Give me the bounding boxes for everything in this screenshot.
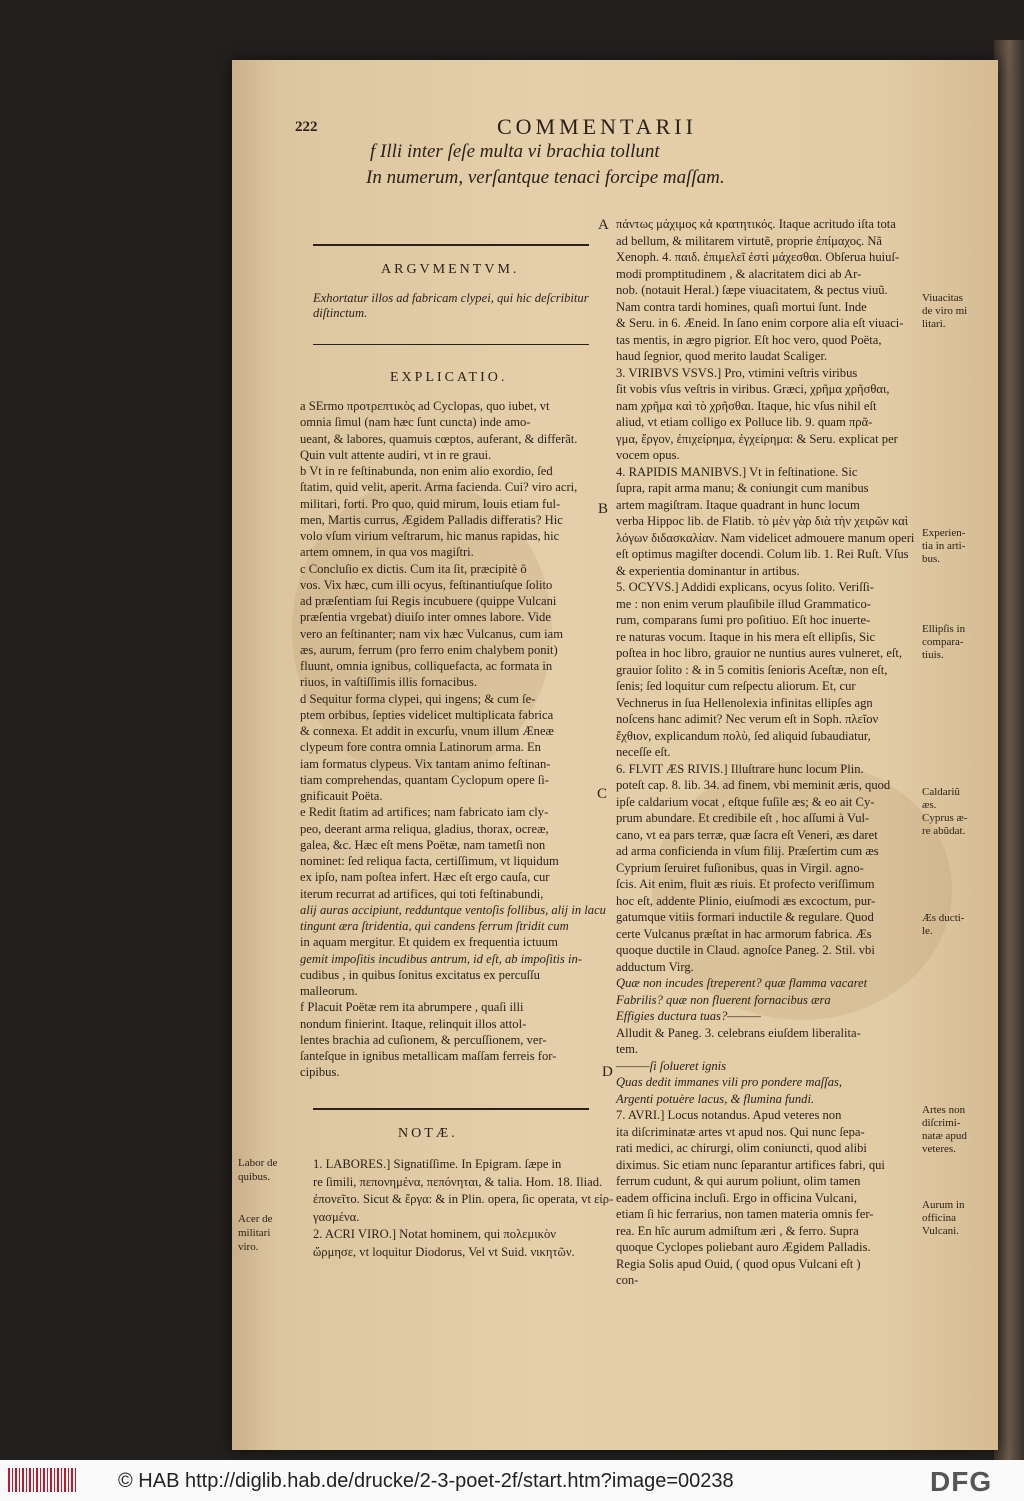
text-line: ad præſentiam ſui Regis incubuere (quippe Vulcani — [300, 594, 557, 608]
text-line: & experientia dominantur in artibus. — [616, 563, 800, 578]
text-line: etiam ſi hic ferrarius, non tamen materia omnis fer- — [616, 1207, 874, 1221]
text-line: aliud, vt etiam colligo ex Polluce lib. 9. quam πρᾶ- — [616, 415, 873, 429]
text-line: γμα, ἔργον, ἐπιχείρημα, ἐγχείρημα: & Seru. explicat per — [616, 431, 898, 446]
margin-note: re abũdat. — [922, 825, 966, 837]
text-line: iam formatus clypeus. Vix tantam animo feſtinan- — [300, 756, 551, 771]
text-line: 3. VIRIBVS VSVS.] Pro, vtimini veſtris viribus — [616, 365, 858, 380]
margin-note: Caldariũ — [922, 786, 960, 798]
text-line: Xenoph. 4. παιδ. ἐπιμελεῖ ἐστὶ μάχεσθαι. Obſerua huiuſ- — [616, 250, 900, 264]
text-line: gemit impoſitis incudibus antrum, id eſt, ab impoſitis in- — [300, 951, 582, 966]
margin-note: Labor de — [238, 1157, 278, 1169]
text-line: ex ipſo, nam poſtea infert. Hæc eſt ergo cauſa, cur — [300, 870, 550, 885]
text-line: æs, aurum, ferrum (pro ferro enim chalybem ponit) — [300, 642, 558, 657]
viewer-footer — [0, 1460, 1024, 1501]
margin-note: compara- — [922, 636, 964, 648]
text-line: ita diſcriminatæ artes vt apud nos. Qui nunc ſepa- — [616, 1124, 865, 1139]
text-line: ἔχθιον, explicandum πολὺ, ſed aliquid ſubaudiatur, — [616, 728, 871, 743]
text-line: me : non enim verum plauſibile illud Grammatico- — [616, 596, 871, 611]
text-line: 6. FLVIT ÆS RIVIS.] Illuſtrare hunc locum Plin. — [616, 761, 864, 776]
text-line: ipſe caldarium vocat , eſtque fuſile æs; & eo ait Cy- — [616, 794, 875, 809]
text-line: cano, vt ea pars terræ, quæ ſacra eſt Veneri, æs daret — [616, 827, 878, 842]
text-line: quoque Cyclopes poliebant auro Ægidem Palladis. — [616, 1240, 871, 1254]
margin-note: tiuis. — [922, 649, 944, 661]
text-line: præſentia vrgebat) diuiſo inter omnes labore. Vide — [300, 610, 551, 625]
text-line: nam χρῆμα καὶ τὸ χρῆσθαι. Itaque, hic vſus nihil eſt — [616, 398, 877, 413]
text-line: haud ſegnior, quod merito laudat Scaliger. — [616, 349, 828, 363]
text-line: Argenti potuère lacus, & flumina fundi. — [616, 1091, 815, 1106]
text-line: 4. RAPIDIS MANIBVS.] Vt in feſtinatione. Sic — [616, 464, 858, 479]
verse-line: f Illi inter ſeſe multa vi brachia tollunt — [370, 141, 660, 162]
text-line: ὤρμησε, vt loquitur Diodorus, Vel vt Suid. νικητῶν. — [313, 1244, 575, 1259]
margin-note: Viuacitas — [922, 292, 963, 304]
text-line: Effigies ductura tuas?——— — [616, 1009, 761, 1023]
text-line: rea. En hîc aurum admiſtum æri , & ferro. Supra — [616, 1223, 859, 1238]
copyright-url-link[interactable]: © HAB http://diglib.hab.de/drucke/2-3-poet-2f/start.htm?image=00238 — [118, 1470, 734, 1492]
text-line: verba Hippoc lib. de Flatib. τὸ μὲν γὰρ διὰ τὴν χειρῶν καὶ — [616, 514, 909, 528]
text-line: f Placuit Poëtæ rem ita abrumpere , quaſi illi — [300, 1000, 524, 1015]
text-line: Vechnerus in ſua Hellenolexia infinitas ellipſes agn — [616, 695, 873, 710]
text-line: prum abundare. Et credibile eſt , hoc aſſumi à Vul- — [616, 811, 870, 825]
text-line: nob. (notauit Heral.) ſæpe viuacitatem, & pectus viuũ. — [616, 283, 888, 297]
margin-note: tia in arti- — [922, 540, 966, 552]
margin-note: Cyprus æ- — [922, 812, 968, 824]
text-line: γασμένα. — [313, 1209, 360, 1224]
margin-note: Aurum in — [922, 1199, 965, 1211]
margin-note: Artes non — [922, 1104, 966, 1116]
text-line: gnificauit Poëta. — [300, 789, 383, 803]
text-line: λόγων διδασκαλίαν. Nam videlicet admouere manum operi — [616, 530, 915, 545]
text-line: & Seru. in 6. Æneid. In ſano enim corpore alia eſt viuaci- — [616, 316, 904, 330]
text-line: lentes brachia ad cuſionem, & percuſſionem, ver- — [300, 1032, 547, 1047]
text-line: ad bellum, & militarem virtutẽ, proprie ἐπίμαχος. Nã — [616, 233, 883, 248]
margin-note: officina — [922, 1212, 957, 1224]
text-line: & connexa. Et addit in excurſu, vnum illum Æneæ — [300, 724, 554, 738]
text-line: nondum finierint. Itaque, relinquit illos attol- — [300, 1016, 527, 1031]
margin-note: Æs ducti- — [922, 912, 965, 924]
text-line: Alludit & Paneg. 3. celebrans eiuſdem liberalita- — [616, 1025, 861, 1040]
facing-page-edge — [994, 40, 1024, 1460]
text-line: eſt optimus magiſter docendi. Colum lib. 1. Rei Ruſt. Vſus — [616, 547, 909, 561]
text-line: con- — [616, 1273, 639, 1287]
dfg-logo: DFG — [930, 1466, 993, 1497]
text-line: malleorum. — [300, 984, 358, 998]
margin-note: æs. — [922, 799, 937, 811]
divider-rule — [313, 344, 589, 345]
margin-note: Experien- — [922, 527, 966, 539]
notae-heading: NOTÆ. — [398, 1126, 458, 1141]
text-line: artem omnem, in qua vos magiſtri. — [300, 545, 474, 560]
page-number: 222 — [295, 119, 318, 135]
section-letter: D — [602, 1064, 613, 1080]
text-line: vero an feſtinanter; nam vix hæc Vulcanus, cum iam — [300, 626, 564, 641]
text-line: ———ſi ſolueret ignis — [616, 1058, 727, 1073]
text-line: a SErmo προτρεπτικὸς ad Cyclopas, quo iubet, vt — [300, 399, 550, 413]
text-line: tingunt æra ſtridentia, qui candens ferrum ſtridit cum — [300, 919, 569, 933]
text-line: 1. LABORES.] Signatiſſime. In Epigram. ſæpe in — [313, 1157, 562, 1171]
text-line: neceſſe eſt. — [616, 745, 671, 759]
text-line: iterum recurrat ad artifices, qui toti feſtinabundi, — [300, 886, 544, 901]
section-letter: B — [598, 501, 609, 517]
text-line: adductum Virg. — [616, 959, 694, 974]
text-line: ſanteſque in ignibus metallicam maſſam ferreis for- — [300, 1049, 557, 1063]
argumentum-text: diſtinctum. — [313, 306, 368, 320]
text-line: e Redit ſtatim ad artifices; nam fabricato iam cly- — [300, 805, 549, 820]
text-line: volo vſum virium veſtrarum, hic manus rapidas, hic — [300, 529, 560, 543]
text-line: ſit vobis vſus veſtris in viribus. Græci, χρῆμα χρῆσθαι, — [616, 382, 890, 396]
book-page — [232, 60, 998, 1450]
text-line: Nam contra tardi homines, quaſi mortui ſunt. Inde — [616, 299, 867, 314]
section-letter: A — [598, 217, 609, 233]
argumentum-text: Exhortatur illos ad fabricam clypei, qui hic deſcribitur — [313, 291, 589, 305]
margin-note: bus. — [922, 553, 941, 565]
margin-note: Vulcani. — [922, 1225, 959, 1237]
text-line: galea, &c. Hæc eſt mens Poëtæ, nam tametſi non — [300, 837, 546, 852]
explicatio-heading: EXPLICATIO. — [390, 370, 508, 385]
margin-note: de viro mi — [922, 305, 968, 317]
text-line: c Concluſio ex dictis. Cum ita ſit, præcipitè ô — [300, 561, 527, 576]
text-line: cipibus. — [300, 1065, 340, 1080]
text-line: eadem officina incluſi. Ergo in officina Vulcani, — [616, 1190, 858, 1205]
text-line: ſcis. Ait enim, fluit æs riuis. Et profecto veriſſimum — [616, 877, 875, 891]
text-line: cudibus , in quibus ſonitus excitatus ex percuſſu — [300, 967, 540, 982]
text-line: tem. — [616, 1042, 639, 1056]
text-line: gatumque vitiis formari inductile & regulare. Quod — [616, 910, 874, 924]
divider-rule — [313, 1108, 589, 1110]
margin-note: Ellipſis in — [922, 623, 966, 635]
text-line: 2. ACRI VIRO.] Notat hominem, qui πολεμικὸν — [313, 1227, 556, 1241]
margin-note: natæ apud — [922, 1130, 967, 1142]
text-line: clypeum fore contra omnia Latinorum arma. En — [300, 740, 541, 755]
verse-line: In numerum, verſantque tenaci forcipe maſſam. — [366, 167, 725, 188]
text-line: d Sequitur forma clypei, qui ingens; & cum ſe- — [300, 691, 536, 706]
divider-rule — [313, 244, 589, 246]
text-line: poteſt cap. 8. lib. 34. ad finem, vbi meminit æris, quod — [616, 778, 891, 792]
text-line: rati medici, ac chirurgi, olim coniuncti, quod alibi — [616, 1141, 867, 1155]
text-line: men, Martis currus, Ægidem Palladis differatis? Hic — [300, 512, 563, 527]
text-line: ἐπονεῖτο. Sicut & ἔργα: & in Plin. opera, ſic operata, vt εἰρ- — [313, 1192, 614, 1206]
text-line: ad arma conficienda in vſum filij. Præſertim cum æs — [616, 844, 879, 858]
text-line: 5. OCYVS.] Addidi explicans, ocyus ſolito. Veriſſi- — [616, 580, 874, 594]
text-line: rum, comparans ſumi pro poſitiuo. Eſt hoc inuerte- — [616, 613, 871, 627]
text-line: artem magiſtram. Itaque quadrant in hunc locum — [616, 497, 860, 512]
text-line: ptem orbibus, ſepties videlicet multiplicata fabrica — [300, 707, 554, 722]
text-line: ueant, & labores, quamuis cœptos, auferant, & differãt. — [300, 431, 578, 446]
margin-note: veteres. — [922, 1143, 956, 1155]
text-line: 7. AVRI.] Locus notandus. Apud veteres non — [616, 1108, 842, 1122]
barcode-icon — [8, 1468, 76, 1492]
text-line: ſupra, rapit arma manu; & coniungit cum manibus — [616, 481, 869, 495]
text-line: ſtatim, quid velit, aperit. Arma facienda. Cui? viro acri, — [300, 480, 578, 495]
text-line: vocem opus. — [616, 448, 680, 462]
text-line: πάντως μάχιμος κἀ κρατητικός. Itaque acritudo iſta tota — [616, 217, 896, 231]
text-line: ferrum cudunt, & qui aurum poliunt, olim tamen — [616, 1174, 861, 1188]
text-line: noſcens hanc adimit? Nec verum eſt in Soph. πλεῖον — [616, 712, 879, 726]
text-line: poſtea in hoc libro, grauior ne nuntius aures vulneret, eſt, — [616, 646, 903, 660]
text-line: re naturas vocum. Itaque in his mera eſt ellipſis, Sic — [616, 629, 876, 644]
text-line: re ſimili, πεπονημένα, πεπόνηται, & talia. Hom. 18. Iliad. — [313, 1174, 603, 1189]
margin-note: Acer de — [238, 1213, 273, 1225]
text-line: riuos, in vaſtiſſimis illis fornacibus. — [300, 675, 478, 690]
text-line: peo, deerant arma reliqua, gladius, thorax, ocreæ, — [300, 821, 549, 836]
text-line: Quæ non incudes ſtreperent? quæ flamma vacaret — [616, 976, 868, 990]
margin-note: quibus. — [238, 1171, 271, 1183]
text-line: alij auras accipiunt, redduntque ventoſis follibus, alij in lacu — [300, 902, 606, 917]
running-head: COMMENTARII — [497, 114, 697, 139]
text-line: diximus. Sic etiam nunc ſeparantur artifices fabri, qui — [616, 1157, 885, 1172]
text-line: in aquam mergitur. Et quidem ex frequentia ictuum — [300, 935, 558, 950]
section-letter: C — [597, 786, 608, 802]
text-line: tiam comprehendas, quantam Cyclopum opere ſi- — [300, 772, 550, 787]
text-line: ſenis; ſed loquitur cum reſpectu aliorum. Et, cur — [616, 679, 856, 693]
text-line: tas mentis, in ægro pigrior. Eſt hoc vero, quod Poëta, — [616, 332, 882, 347]
text-line: militari, forti. Pro quo, quid mirum, Iouis etiam ful- — [300, 496, 561, 511]
margin-note: militari — [238, 1227, 271, 1239]
text-line: Cyprium ſeruiret fuſionibus, quas in Virgil. agno- — [616, 860, 864, 875]
text-line: modi promptitudinem , & alacritatem dici ab Ar- — [616, 266, 862, 281]
margin-note: litari. — [922, 318, 946, 330]
text-line: fluunt, omnia ignibus, colliquefacta, ac formata in — [300, 659, 553, 673]
text-line: b Vt in re feſtinabunda, non enim alio exordio, ſed — [300, 464, 553, 478]
argumentum-heading: ARGVMENTVM. — [381, 262, 520, 277]
margin-note: le. — [922, 925, 933, 937]
text-line: Quas dedit immanes vili pro pondere maſſas, — [616, 1075, 843, 1089]
text-line: quoque ductile in Claud. agnoſce Paneg. 2. Stil. vbi — [616, 943, 875, 957]
text-line: Quin vult attente audiri, vt in re graui. — [300, 447, 492, 462]
text-line: grauior ſolito : & in 5 comitis ſenioris Aceſtæ, non eſt, — [616, 662, 888, 677]
text-line: hoc eſt, addente Plinio, eiuſmodi æs excoctum, pur- — [616, 893, 876, 908]
margin-note: diſcrimi- — [922, 1117, 961, 1129]
text-line: nominet: ſed reliqua facta, certiſſimum, vt liquidum — [300, 854, 559, 868]
text-line: Fabrilis? quæ non fluerent fornacibus æra — [616, 992, 831, 1007]
text-line: certe Vulcanus præſtat in hac armorum fabrica. Æs — [616, 926, 872, 941]
text-line: omnia ſimul (nam hæc ſunt cuncta) inde amo- — [300, 415, 531, 430]
text-line: Regia Solis apud Ouid, ( quod opus Vulcani eſt ) — [616, 1256, 861, 1271]
text-line: vos. Vix hæc, cum illi ocyus, feſtinantiuſque ſolito — [300, 577, 553, 592]
margin-note: viro. — [238, 1241, 259, 1253]
